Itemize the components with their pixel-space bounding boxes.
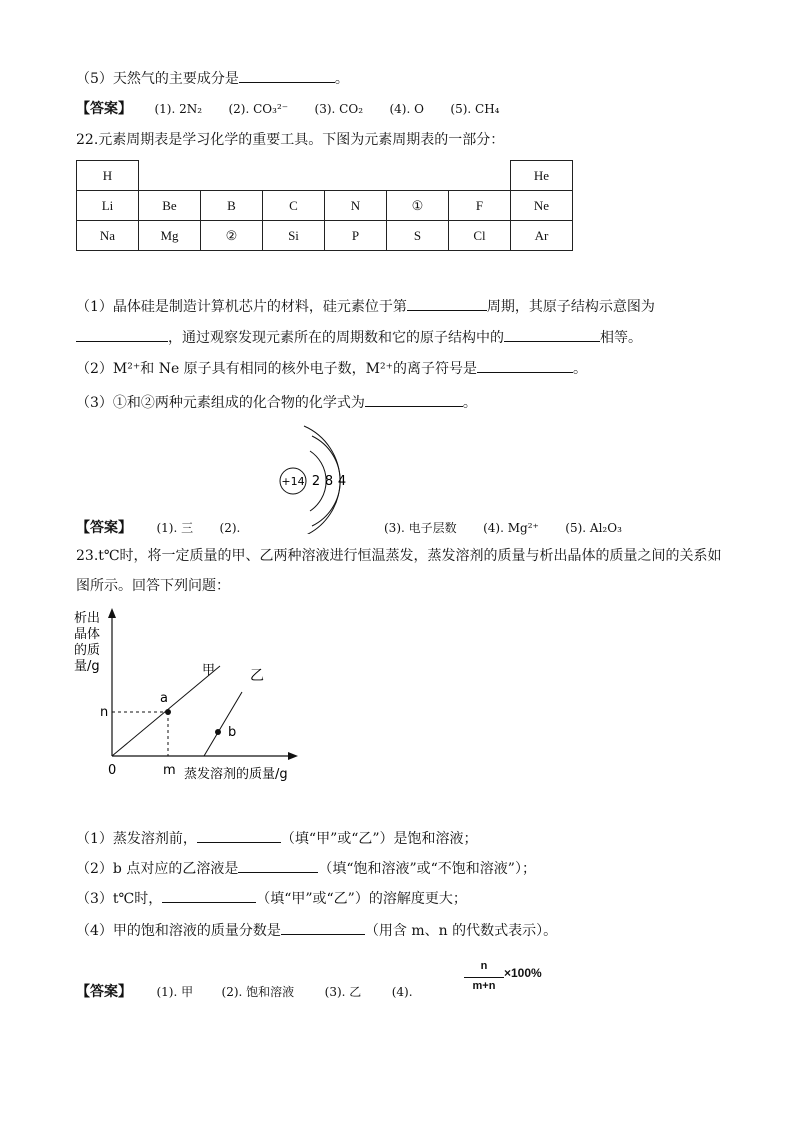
q22-part1-line1: （1）晶体硅是制造计算机芯片的材料，硅元素位于第 周期，其原子结构示意图为 [76,296,655,317]
table-row [77,221,573,251]
point-b-label: b [228,725,237,740]
q23-stem-line2: 图所示。回答下列问题： [76,578,230,594]
series-line-yi [204,692,242,756]
q23-stem-line1: 23.t℃时，将一定质量的甲、乙两种溶液进行恒温蒸发，蒸发溶剂的质量与析出晶体的质量之间的关系如 [76,548,722,564]
series-label-yi: 乙 [250,668,264,684]
table-cell: P [325,221,387,251]
table-cell: Si [263,221,325,251]
q23-part4: （4）甲的饱和溶液的质量分数是 （用含 m、n 的代数式表示）。 [76,920,557,941]
shell-electron-count: 8 [324,474,334,489]
table-cell: C [263,191,325,221]
point-a-label: a [160,691,168,706]
q22-part1-line2: ，通过观察发现元素所在的周期数和它的原子结构中的 相等。 [76,327,642,348]
table-cell: H [77,161,139,191]
table-row [77,191,573,221]
table-cell: F [449,191,511,221]
table-cell: Ar [511,221,573,251]
q23-part1: （1）蒸发溶剂前， （填“甲”或“乙”）是饱和溶液； [76,828,478,849]
table-row [77,161,573,191]
shell-electron-count: 2 [311,474,321,489]
periodic-table [76,160,573,251]
x-axis-label: 蒸发溶剂的质量/g [184,767,288,782]
table-cell: He [511,161,573,191]
table-cell: ① [387,191,449,221]
point-b [215,729,221,735]
table-cell: N [325,191,387,221]
fraction-multiplier: ×100% [504,966,542,980]
y-axis-label: 晶体 [74,627,101,642]
origin-label: 0 [108,763,117,778]
q23-part3: （3）t℃时， （填“甲”或“乙”）的溶解度更大； [76,888,467,909]
nucleus-charge: +14 [281,475,305,488]
q22-stem: 22.元素周期表是学习化学的重要工具。下图为元素周期表的一部分： [76,132,505,148]
table-cell: ② [201,221,263,251]
y-axis-label: 量/g [74,659,100,674]
q22-answer: 【答案】 (1). 三 (2). [76,520,241,536]
table-cell: Na [77,221,139,251]
crystal-mass-chart [70,606,320,802]
table-cell: Mg [139,221,201,251]
q21-part5: （5）天然气的主要成分是 。 [76,68,349,89]
table-cell: Be [139,191,201,221]
point-a [165,709,171,715]
x-axis-arrow [288,752,298,760]
y-axis-arrow [108,608,116,618]
table-cell: Li [77,191,139,221]
q22-answer-rest: (3). 电子层数 (4). Mg²⁺ (5). Al₂O₃ [384,521,622,535]
q22-part3: （3）①和②两种元素组成的化合物的化学式为 。 [76,392,477,413]
fraction-denominator: m+n [472,980,496,992]
y-axis-label: 析出 [74,611,101,626]
shell-electron-count: 4 [337,474,347,489]
fraction-numerator: n [480,960,488,972]
fraction-bar [464,977,504,978]
atom-structure-diagram [276,424,366,534]
q22-part2: （2）M²⁺和 Ne 原子具有相同的核外电子数，M²⁺的离子符号是 。 [76,358,587,379]
q23-part2: （2）b 点对应的乙溶液是 （填“饱和溶液”或“不饱和溶液”）； [76,858,536,879]
table-cell: Ne [511,191,573,221]
q21-answer: 【答案】 (1). 2N₂ (2). CO₃²⁻ (3). CO₂ (4). O (5). CH₄ [76,101,500,117]
table-cell: Cl [449,221,511,251]
q23-answer: 【答案】 (1). 甲 (2). 饱和溶液 (3). 乙 (4). [76,984,413,1000]
table-gap [139,161,511,191]
table-cell: B [201,191,263,221]
x-tick-m: m [163,763,176,778]
y-tick-n: n [100,705,109,720]
series-label-jia: 甲 [202,663,216,678]
y-axis-label: 的质 [74,643,101,658]
table-cell: S [387,221,449,251]
